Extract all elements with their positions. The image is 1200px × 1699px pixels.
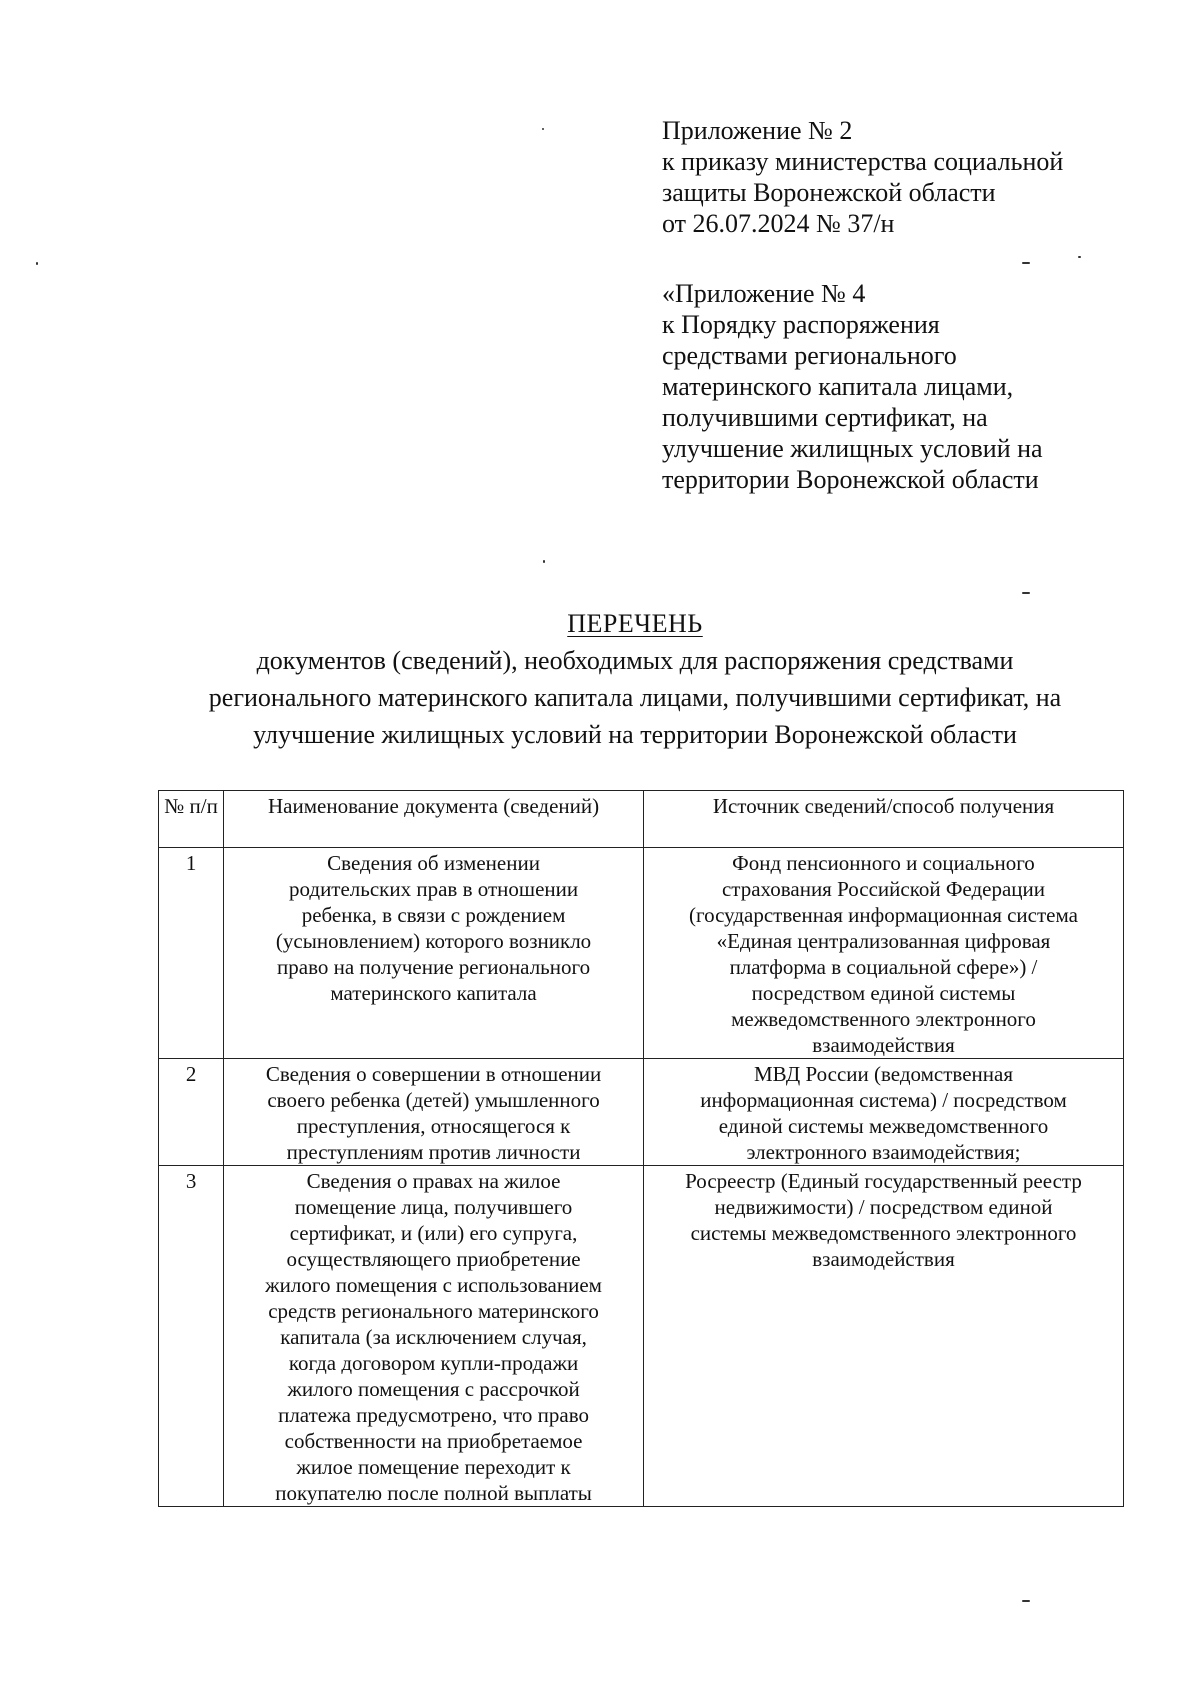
cell-line: платформа в социальной сфере») / <box>729 955 1038 979</box>
cell-line: взаимодействия <box>812 1247 955 1271</box>
table-row <box>159 1059 1124 1166</box>
document-subtitle-line: улучшение жилищных условий на территории Воронежской области <box>253 720 1017 749</box>
cell-line: материнского капитала <box>330 981 537 1005</box>
row-source <box>643 1059 1123 1166</box>
cell-line: межведомственного электронного <box>731 1007 1036 1031</box>
document-subtitle-line: документов (сведений), необходимых для распоряжения средствами <box>256 646 1014 675</box>
cell-line: жилого помещения с использованием <box>265 1273 602 1297</box>
cell-line: (государственная информационная система <box>689 903 1078 927</box>
cell-line: (усыновлением) которого возникло <box>275 929 592 953</box>
cell-line: помещение лица, получившего <box>294 1195 573 1219</box>
cell-line: право на получение регионального <box>277 955 591 979</box>
document-subtitle-line: регионального материнского капитала лицами, получившими сертификат, на <box>208 683 1062 712</box>
cell-line: информационная система) / посредством <box>700 1088 1067 1112</box>
cell-line: собственности на приобретаемое <box>284 1429 583 1453</box>
table-header-row <box>159 791 1124 848</box>
document-heading <box>100 605 1170 753</box>
cell-line: Сведения о совершении в отношении <box>265 1062 602 1086</box>
annex-order-header <box>662 115 1132 239</box>
annex-procedure-header <box>662 278 1132 495</box>
row-number: 1 <box>159 848 224 1059</box>
cell-line: родительских прав в отношении <box>288 877 579 901</box>
cell-line: Сведения об изменении <box>327 851 540 875</box>
scan-speck <box>1022 1600 1030 1602</box>
table-row <box>159 848 1124 1059</box>
scan-speck <box>542 128 544 130</box>
cell-line: Сведения о правах на жилое <box>306 1169 561 1193</box>
cell-line: «Единая централизованная цифровая <box>716 929 1051 953</box>
cell-line: Фонд пенсионного и социального <box>732 851 1035 875</box>
scan-speck <box>1022 592 1030 594</box>
cell-line: посредством единой системы <box>751 981 1016 1005</box>
row-document-name <box>224 848 644 1059</box>
cell-line: ребенка, в связи с рождением <box>301 903 566 927</box>
row-source <box>643 848 1123 1059</box>
cell-line: системы межведомственного электронного <box>690 1221 1077 1245</box>
cell-line: единой системы межведомственного <box>718 1114 1049 1138</box>
row-number: 3 <box>159 1166 224 1507</box>
row-document-name <box>224 1166 644 1507</box>
annex-order-line: к приказу министерства социальной <box>662 147 1064 176</box>
document-title: ПЕРЕЧЕНЬ <box>567 609 703 638</box>
table-row <box>159 1166 1124 1507</box>
cell-line: покупателю после полной выплаты <box>275 1481 592 1505</box>
row-document-name <box>224 1059 644 1166</box>
cell-line: Росреестр (Единый государственный реестр <box>685 1169 1082 1193</box>
annex-order-line: защиты Воронежской области <box>662 178 996 207</box>
annex-procedure-line: получившими сертификат, на <box>662 403 988 432</box>
row-source <box>643 1166 1123 1507</box>
annex-procedure-line: средствами регионального <box>662 341 957 370</box>
header-source: Источник сведений/способ получения <box>643 791 1123 848</box>
cell-line: платежа предусмотрено, что право <box>278 1403 590 1427</box>
annex-procedure-line: к Порядку распоряжения <box>662 310 940 339</box>
cell-line: своего ребенка (детей) умышленного <box>267 1088 600 1112</box>
annex-procedure-line: территории Воронежской области <box>662 465 1039 494</box>
cell-line: жилое помещение переходит к <box>296 1455 571 1479</box>
cell-line: осуществляющего приобретение <box>286 1247 581 1271</box>
cell-line: преступления, относящегося к <box>296 1114 571 1138</box>
cell-line: жилого помещения с рассрочкой <box>287 1377 580 1401</box>
cell-line: средств регионального материнского <box>268 1299 599 1323</box>
cell-line: взаимодействия <box>812 1033 955 1057</box>
cell-line: страхования Российской Федерации <box>721 877 1046 901</box>
scan-speck <box>543 560 545 563</box>
scan-speck <box>1078 256 1081 258</box>
cell-line: МВД России (ведомственная <box>754 1062 1013 1086</box>
cell-line: сертификат, и (или) его супруга, <box>289 1221 578 1245</box>
annex-order-line: Приложение № 2 <box>662 116 853 145</box>
scan-speck <box>1022 262 1030 264</box>
documents-table <box>158 790 1124 1507</box>
cell-line: преступлениям против личности <box>286 1140 581 1164</box>
cell-line: электронного взаимодействия; <box>746 1140 1021 1164</box>
annex-procedure-line: материнского капитала лицами, <box>662 372 1014 401</box>
annex-procedure-line: улучшение жилищных условий на <box>662 434 1043 463</box>
header-number: № п/п <box>159 791 224 848</box>
cell-line: недвижимости) / посредством единой <box>714 1195 1053 1219</box>
header-document-name: Наименование документа (сведений) <box>224 791 644 848</box>
cell-line: когда договором купли-продажи <box>288 1351 579 1375</box>
cell-line: капитала (за исключением случая, <box>280 1325 587 1349</box>
scan-speck <box>36 262 38 265</box>
annex-order-line: от 26.07.2024 № 37/н <box>662 209 895 238</box>
annex-procedure-line: «Приложение № 4 <box>662 279 866 308</box>
row-number: 2 <box>159 1059 224 1166</box>
